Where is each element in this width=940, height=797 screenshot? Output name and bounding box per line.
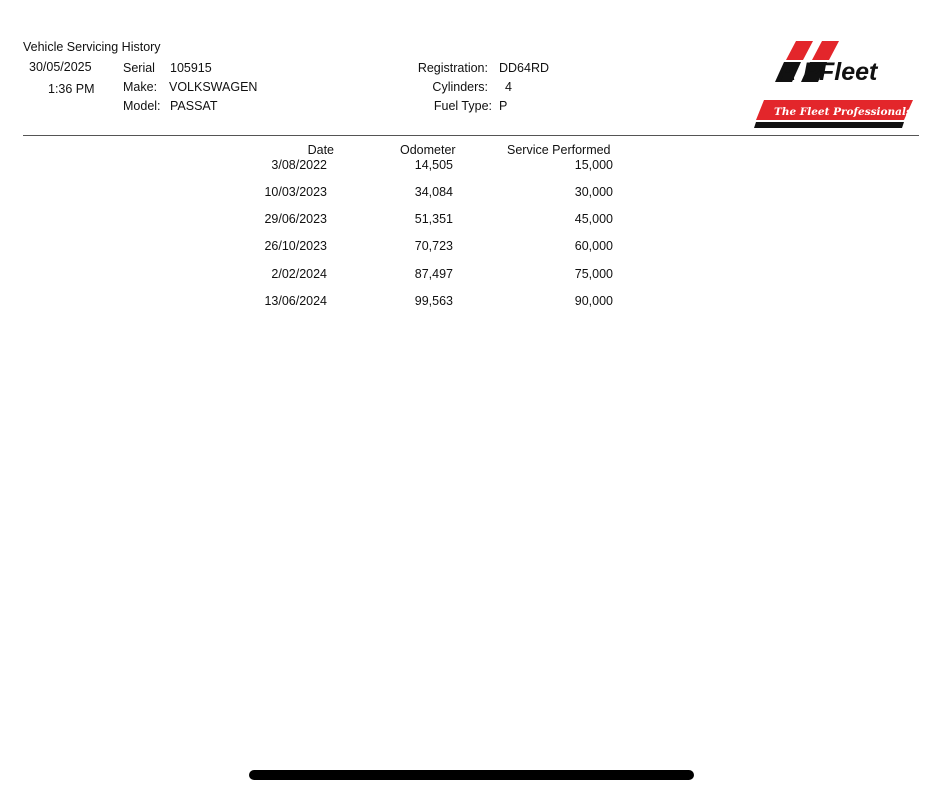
column-header-date: Date [307, 143, 334, 157]
column-header-odometer: Odometer [400, 143, 456, 157]
registration-value: DD64RD [499, 61, 550, 75]
cell-date: 13/06/2024 [264, 294, 327, 308]
cylinders-value: 4 [505, 80, 512, 94]
cell-service: 45,000 [574, 212, 613, 226]
registration-label: Registration: [417, 61, 488, 75]
make-value: VOLKSWAGEN [169, 80, 258, 94]
svg-text:Fleet: Fleet [819, 58, 878, 86]
cell-odometer: 51,351 [414, 212, 453, 226]
svg-text:P: P [803, 58, 820, 86]
cell-service: 30,000 [574, 185, 613, 199]
header-divider [23, 135, 919, 136]
fuel-type-value: P [499, 99, 508, 113]
cell-odometer: 34,084 [414, 185, 453, 199]
cell-date: 3/08/2022 [271, 158, 327, 172]
make-label: Make: [123, 80, 158, 94]
cell-date: 29/06/2023 [264, 212, 327, 226]
cell-odometer: 70,723 [414, 239, 453, 253]
cell-service: 90,000 [574, 294, 613, 308]
cell-odometer: 99,563 [414, 294, 453, 308]
cylinders-label: Cylinders: [432, 80, 488, 94]
report-title: Vehicle Servicing History [23, 40, 161, 54]
cell-odometer: 14,505 [414, 158, 453, 172]
logo-tagline: The Fleet Professionals [774, 106, 912, 118]
ap-fleet-logo [754, 38, 914, 130]
report-date: 30/05/2025 [29, 60, 92, 74]
report-time: 1:36 PM [48, 82, 95, 96]
cell-date: 2/02/2024 [271, 267, 327, 281]
cell-date: 10/03/2023 [264, 185, 327, 199]
home-indicator[interactable] [249, 770, 694, 780]
column-header-service-performed: Service Performed [507, 143, 611, 157]
cell-date: 26/10/2023 [264, 239, 327, 253]
cell-service: 75,000 [574, 267, 613, 281]
serial-label: Serial [123, 61, 155, 75]
model-value: PASSAT [170, 99, 218, 113]
cell-service: 60,000 [574, 239, 613, 253]
cell-service: 15,000 [574, 158, 613, 172]
serial-value: 105915 [170, 61, 212, 75]
fuel-type-label: Fuel Type: [433, 99, 492, 113]
svg-text:A: A [778, 58, 797, 86]
model-label: Model: [123, 99, 161, 113]
cell-odometer: 87,497 [414, 267, 453, 281]
